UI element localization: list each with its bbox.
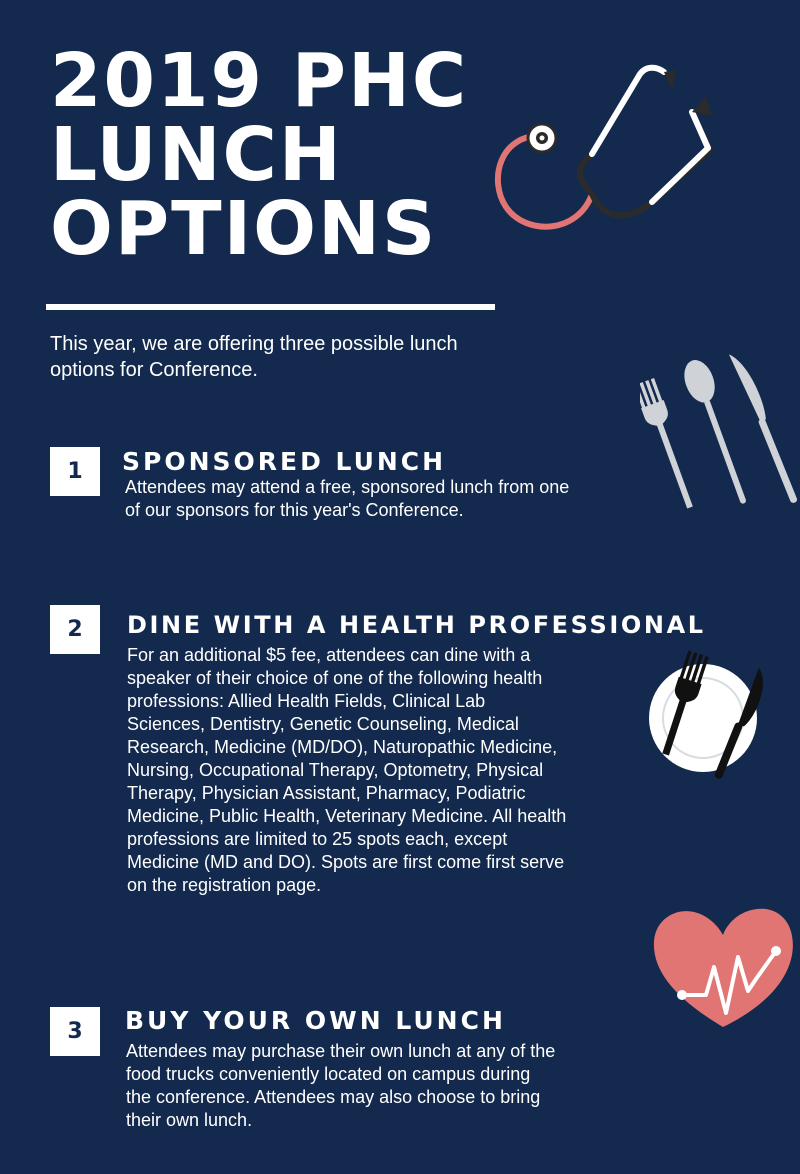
option-description: Attendees may attend a free, sponsored lunch from one of our sponsors for this year's Conference.	[125, 477, 570, 520]
option-heading: SPONSORED LUNCH	[122, 447, 447, 476]
option-number-badge: 1	[50, 447, 100, 496]
intro-text: This year, we are offering three possible lunch options for Conference.	[50, 333, 458, 381]
page-title	[50, 38, 469, 272]
option-heading: DINE WITH A HEALTH PROFESSIONAL	[127, 611, 706, 639]
option-description: For an additional $5 fee, attendees can dine with a speaker of their choice of one of the following health professions: Allied Health Fields, Clinical Lab Sciences, Dentistry, Genetic Counseling, Medical Research, Medicine (MD/DO), Naturopathic Medicine, Nursing, Occupational Therapy, Optometry, Physical Therapy, Physician Assistant, Pharmacy, Podiatric Medicine, Public Health, Veterinary Medicine. All health professions are limited to 25 spots each, except Medicine (MD and DO). Spots are first come first serve on the registration page.	[127, 645, 567, 895]
cutlery-icon	[640, 340, 800, 515]
plate-icon	[640, 645, 770, 790]
stethoscope-icon	[480, 62, 730, 247]
option-number-badge: 2	[50, 605, 100, 654]
option-heading: BUY YOUR OWN LUNCH	[125, 1006, 506, 1035]
option-description: Attendees may purchase their own lunch at any of the food trucks conveniently located on campus during the conference. Attendees may also choose to bring their own lunch.	[126, 1041, 556, 1130]
option-number-badge: 3	[50, 1007, 100, 1056]
title-divider	[46, 304, 495, 310]
title-line-1: 2019 PHC	[50, 38, 469, 124]
heart-pulse-icon	[648, 895, 798, 1040]
title-line-3: OPTIONS	[50, 186, 438, 272]
title-line-2: LUNCH	[50, 112, 343, 198]
